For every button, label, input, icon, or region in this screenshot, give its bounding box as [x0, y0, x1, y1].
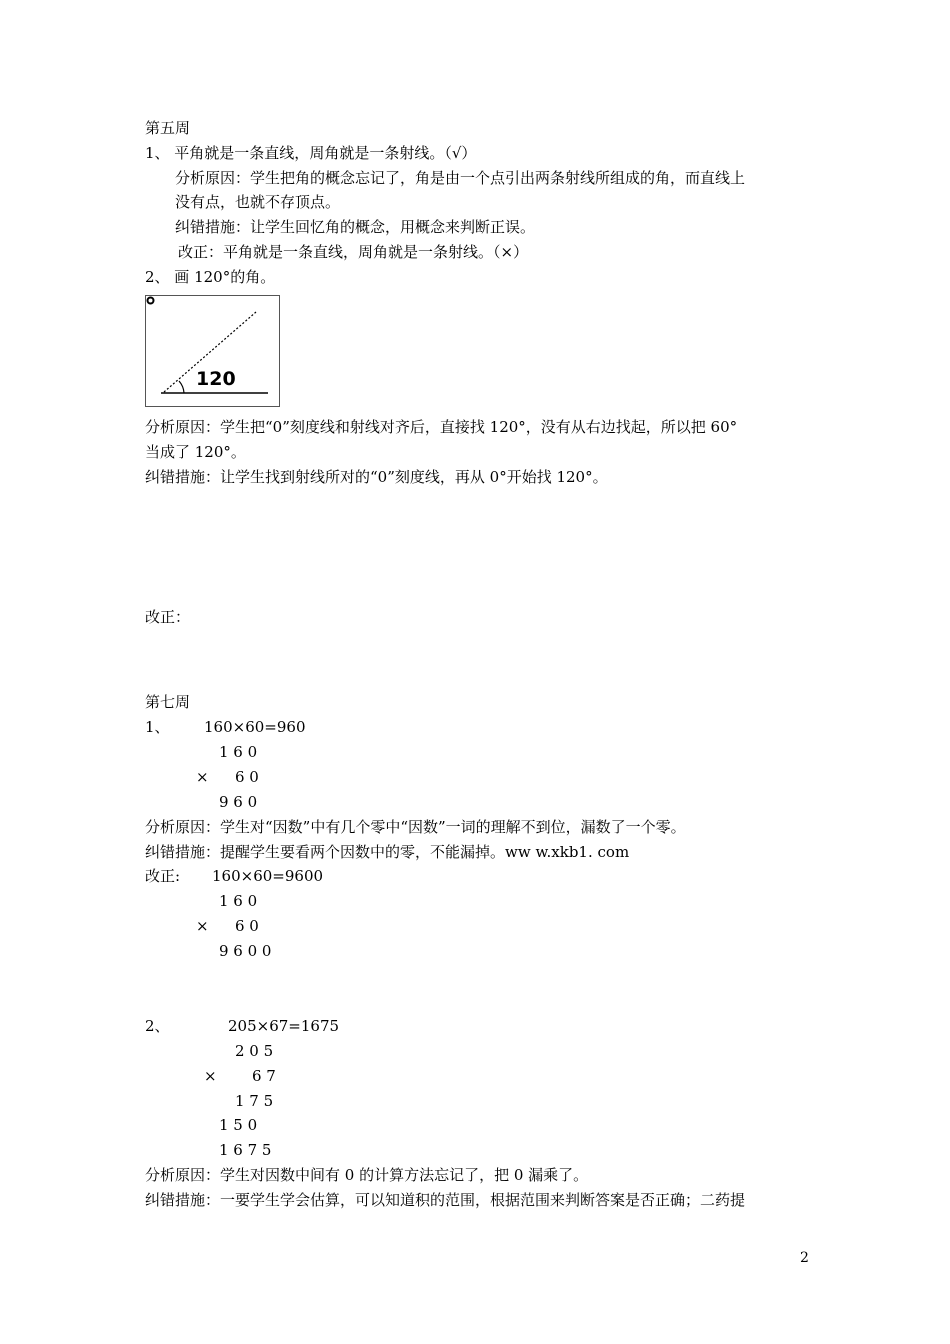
w7-q2-calc-row2: 6 7	[252, 1067, 276, 1085]
w7-q1-equation: 160×60=960	[204, 718, 306, 736]
w5-q2-analysis-line1: 分析原因：学生把“0”刻度线和射线对齐后，直接找 120°，没有从右边找起，所以把 60°	[145, 418, 738, 436]
w7-q1-calc-result: 9 6 0	[219, 793, 258, 811]
w7-q1-calc-row1: 1 6 0	[219, 743, 258, 761]
w7-q1-number: 1、	[145, 718, 170, 736]
w7-q2-partial2: 1 5 0	[219, 1116, 258, 1134]
page-number: 2	[800, 1250, 809, 1266]
w7-q2-analysis: 分析原因：学生对因数中间有 0 的计算方法忘记了，把 0 漏乘了。	[145, 1166, 589, 1184]
angle-label: 120	[196, 368, 236, 390]
angle-drawing	[146, 296, 281, 408]
angle-figure	[145, 295, 280, 407]
angle-arc	[179, 381, 184, 393]
w7-q1-analysis: 分析原因：学生对“因数”中有几个零中“因数”一词的理解不到位，漏数了一个零。	[145, 818, 686, 836]
w7-q1-correction-label: 改正:	[145, 867, 181, 885]
w5-q2-statement: 2、 画 120°的角。	[145, 268, 276, 286]
w7-q1-corr-times: ×	[196, 917, 209, 935]
w7-q2-calc-row1: 2 0 5	[235, 1042, 274, 1060]
w7-q1-correction-equation: 160×60=9600	[212, 867, 324, 885]
w7-q1-corr-row1: 1 6 0	[219, 892, 258, 910]
w7-q1-calc-row2: 6 0	[235, 768, 259, 786]
w7-q2-calc-times: ×	[204, 1067, 217, 1085]
w5-q1-statement: 1、 平角就是一条直线，周角就是一条射线。（√）	[145, 144, 477, 162]
w5-q1-measure: 纠错措施：让学生回忆角的概念，用概念来判断正误。	[175, 218, 536, 236]
w7-q2-measure: 纠错措施：一要学生学会估算，可以知道积的范围，根据范围来判断答案是否正确；二药提	[145, 1191, 746, 1209]
w5-q1-analysis-line1: 分析原因：学生把角的概念忘记了，角是由一个点引出两条射线所组成的角，而直线上	[175, 169, 746, 187]
w7-q2-partial1: 1 7 5	[235, 1092, 274, 1110]
week7-heading: 第七周	[145, 693, 191, 711]
w7-q1-corr-result: 9 6 0 0	[219, 942, 272, 960]
w5-q2-analysis-line2: 当成了 120°。	[145, 443, 246, 461]
w7-q1-calc-times: ×	[196, 768, 209, 786]
week5-heading: 第五周	[145, 119, 191, 137]
w7-q2-equation: 205×67=1675	[228, 1017, 340, 1035]
w7-q1-measure: 纠错措施：提醒学生要看两个因数中的零，不能漏掉。ww w.xkb1. com	[145, 843, 630, 861]
w5-q1-correction: 改正：平角就是一条直线，周角就是一条射线。（×）	[178, 243, 529, 261]
w5-q2-measure: 纠错措施：让学生找到射线所对的“0”刻度线，再从 0°开始找 120°。	[145, 468, 608, 486]
w7-q2-number: 2、	[145, 1017, 170, 1035]
w7-q1-corr-row2: 6 0	[235, 917, 259, 935]
w5-q1-analysis-line2: 没有点，也就不存顶点。	[175, 193, 341, 211]
degree-mark	[146, 296, 155, 305]
w7-q2-result: 1 6 7 5	[219, 1141, 272, 1159]
w5-q2-correction-label: 改正：	[145, 608, 191, 626]
